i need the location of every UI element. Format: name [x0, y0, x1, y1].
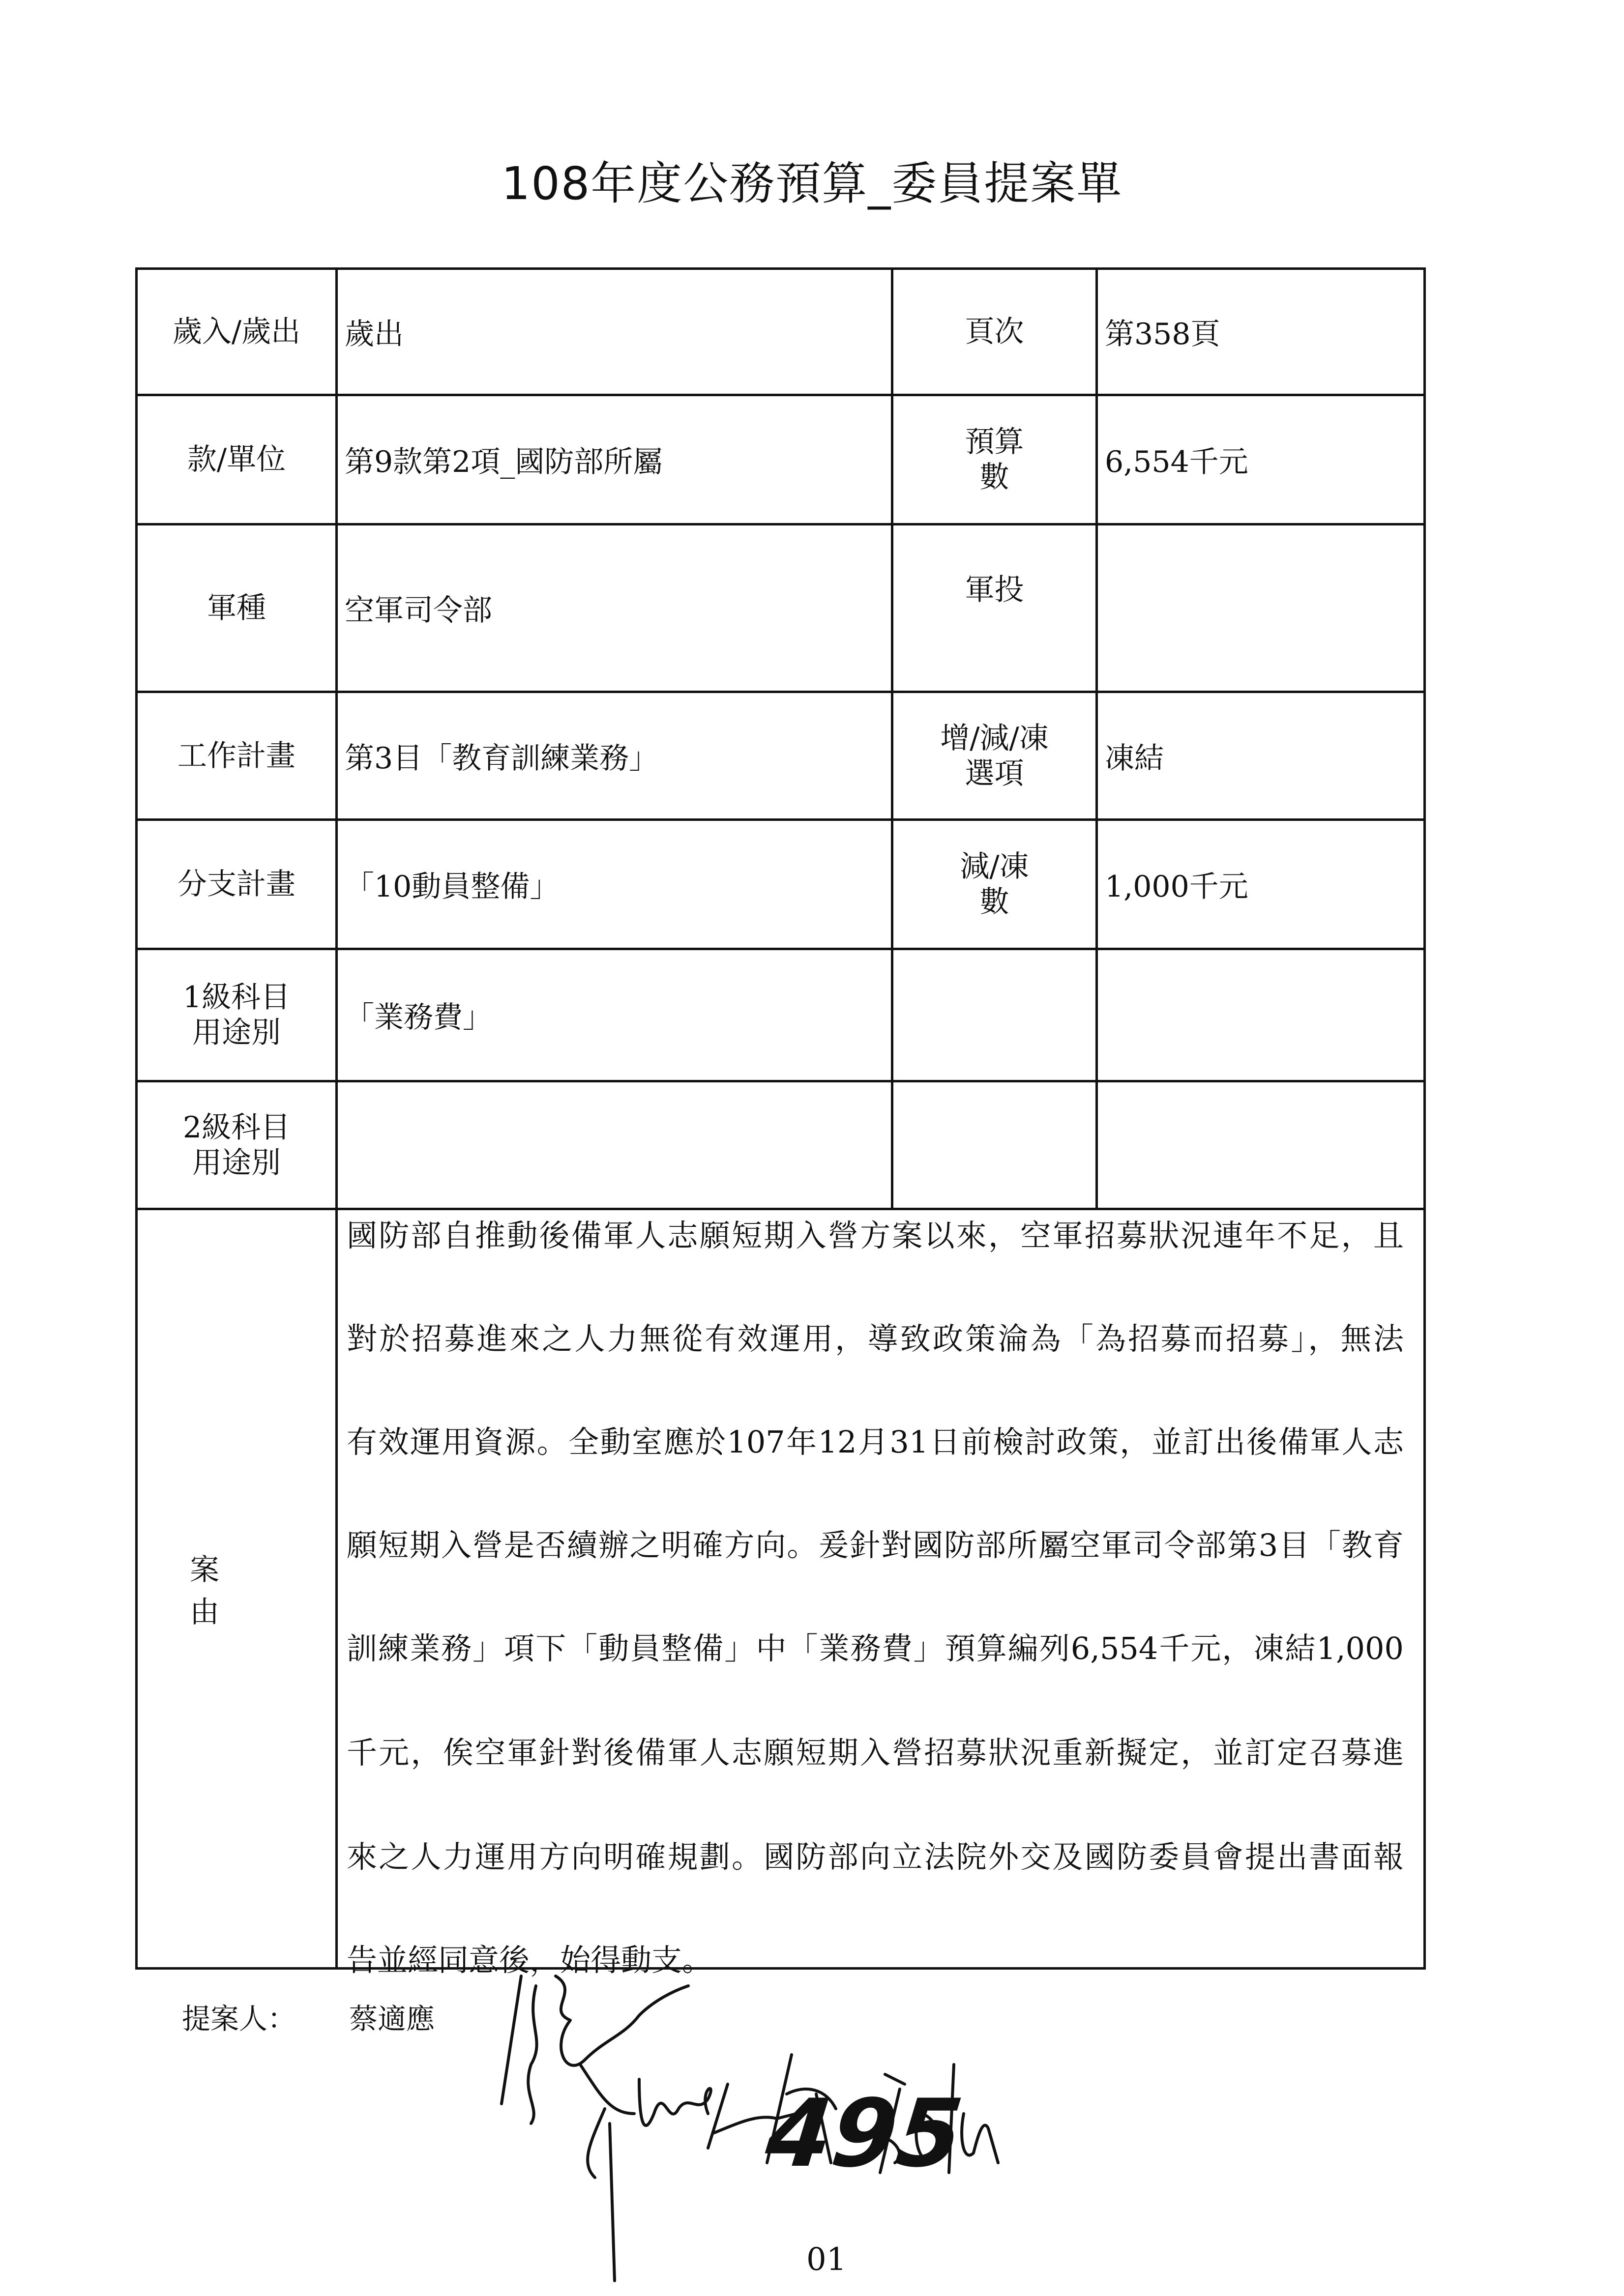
label-military-investment: 軍投 [892, 524, 1097, 692]
label-line: 1級科目 [182, 980, 291, 1015]
handwritten-number: 495 [761, 2079, 968, 2188]
reason-line: 來之人力運用方向明確規劃。國防部向立法院外交及國防委員會提出書面報 [347, 1839, 1404, 1875]
reason-line: 有效運用資源。全動室應於107年12月31日前檢討政策，並訂出後備軍人志 [347, 1424, 1404, 1460]
proposer-label: 提案人： [182, 2002, 296, 2035]
signature-1 [502, 1976, 688, 2123]
value-budget-amount: 6,554千元 [1097, 395, 1425, 524]
value-revenue-expense: 歲出 [337, 269, 892, 395]
label-line: 2級科目 [182, 1110, 291, 1145]
label-unit: 款/單位 [137, 395, 337, 524]
value-work-plan: 第3目「教育訓練業務」 [337, 692, 892, 820]
label-budget-amount: 預算數 [965, 425, 1024, 494]
reason-line: 千元，俟空軍針對後備軍人志願短期入營招募狀況重新擬定，並訂定召募進 [347, 1735, 1404, 1771]
label-service: 軍種 [137, 524, 337, 692]
value-level1: 「業務費」 [337, 949, 892, 1081]
label-option: 增/減/凍選項 [940, 721, 1049, 791]
label-freeze-amount: 減/凍數 [960, 849, 1029, 919]
reason-line: 告並經同意後，始得動支。 [347, 1942, 713, 1978]
label-page: 頁次 [892, 269, 1097, 395]
reason-line: 對於招募進來之人力無從有效運用，導致政策淪為「為招募而招募」，無法 [347, 1321, 1404, 1357]
document-title: 108年度公務預算_委員提案單 [501, 157, 1123, 210]
label-line: 用途別 [192, 1145, 281, 1180]
reason-line: 國防部自推動後備軍人志願短期入營方案以來，空軍招募狀況連年不足，且 [347, 1218, 1404, 1253]
proposer-name: 蔡適應 [349, 2002, 435, 2035]
value-service: 空軍司令部 [337, 524, 892, 692]
label-revenue-expense: 歲入/歲出 [137, 269, 337, 395]
label-work-plan: 工作計畫 [137, 692, 337, 820]
value-branch-plan: 「10動員整備」 [337, 820, 892, 949]
reason-line: 願短期入營是否續辦之明確方向。爰針對國防部所屬空軍司令部第3目「教育 [347, 1527, 1404, 1563]
reason-line: 訓練業務」項下「動員整備」中「業務費」預算編列6,554千元，凍結1,000 [347, 1630, 1404, 1666]
value-option: 凍結 [1097, 692, 1425, 820]
value-page: 第358頁 [1097, 269, 1425, 395]
label-line: 用途別 [192, 1016, 281, 1050]
value-freeze-amount: 1,000千元 [1097, 820, 1425, 949]
page-number: 01 [806, 2241, 847, 2278]
value-unit: 第9款第2項_國防部所屬 [337, 395, 892, 524]
label-branch-plan: 分支計畫 [137, 820, 337, 949]
label-reason: 案由 [137, 1209, 337, 1969]
